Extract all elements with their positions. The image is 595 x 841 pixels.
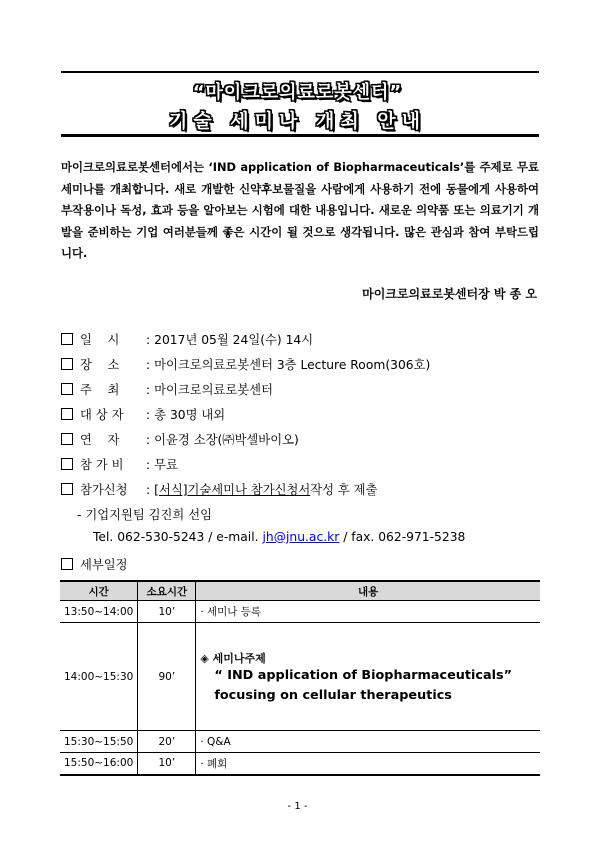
cell-time: 15:30~15:50: [60, 731, 138, 753]
title-line-2: 기술 세미나 개최 안내: [168, 110, 427, 132]
email-link[interactable]: jh@jnu.ac.kr: [262, 530, 340, 544]
checkbox-icon: [61, 383, 73, 395]
page-number: - 1 -: [287, 801, 308, 812]
cell-content: · 세미나 등록: [196, 601, 540, 623]
checkbox-icon: [61, 483, 73, 495]
item-value: 마이크로의료로봇센터 3층 Lecture Room(306호): [154, 358, 431, 372]
table-row: [60, 731, 540, 753]
schedule-table: [60, 580, 540, 776]
cell-content: · 폐회: [196, 753, 540, 775]
item-value: 마이크로의료로봇센터: [154, 383, 273, 397]
table-row: [60, 753, 540, 775]
signature: 마이크로의료로봇센터장 박 종 오: [362, 287, 537, 301]
topic-title: “ IND application of Biopharmaceuticals”: [214, 667, 512, 683]
header-time: 시간: [60, 581, 138, 601]
item-place: 장 소 : 마이크로의료로봇센터 3층 Lecture Room(306호): [61, 355, 430, 373]
cell-time: 14:00~15:30: [60, 623, 138, 731]
title-underline: [61, 134, 539, 137]
item-label: 장 소: [80, 358, 120, 372]
item-label: 참 가 비: [80, 458, 124, 472]
header-duration: 소요시간: [138, 581, 196, 601]
item-value: 총 30명 내외: [154, 408, 226, 422]
item-label: 일 시: [80, 333, 120, 347]
item-date: 일 시 : 2017년 05월 24일(수) 14시: [61, 330, 313, 348]
checkbox-icon: [61, 358, 73, 370]
checkbox-icon: [61, 433, 73, 445]
cell-duration: 10’: [138, 601, 196, 623]
header-content: 내용: [196, 581, 540, 601]
item-value: 작성 후 제출: [310, 483, 378, 497]
contact-line: [93, 530, 465, 544]
item-label: 주 최: [80, 383, 120, 397]
item-host: 주 최 : 마이크로의료로봇센터: [61, 380, 273, 398]
item-value: 2017년 05월 24일(수) 14시: [154, 333, 314, 347]
top-rule: [61, 71, 539, 73]
item-fee: 참 가 비 : 무료: [61, 455, 178, 473]
intro-paragraph: 마이크로의료로봇센터에서는 ‘IND application of Biopharmaceuticals’를 주제로 무료 세미나를 개최합니다. 새로 개발한 신약후보물질을 사람에게 사용하기 전에 동물에게 사용하여 부작용이나 독성, 효과 등을 알아보는 시험에 대한 내용입니다. 새로운 의약품 또는 의료기기 개발을 준비하는 기업 여러분들께 좋은 시간이 될 것으로 생각됩니다. 많은 관심과 참여 부탁드립니다.: [61, 160, 539, 261]
item-target: 대 상 자 : 총 30명 내외: [61, 405, 225, 423]
topic-heading: ◈ 세미나주제: [200, 651, 266, 665]
table-row: [60, 601, 540, 623]
schedule-heading: [61, 555, 128, 573]
cell-duration: 20’: [138, 731, 196, 753]
table-header-row: [60, 581, 540, 601]
checkbox-icon: [61, 408, 73, 420]
contact-fax: / fax. 062-971-5238: [343, 530, 466, 544]
checkbox-icon: [61, 558, 73, 570]
contact-person: - 기업지원팀 김진희 선임: [77, 508, 212, 522]
item-apply: 참가신청 : [서식]기술세미나 참가신청서작성 후 제출: [61, 480, 377, 498]
checkbox-icon: [61, 458, 73, 470]
item-label: 연 자: [80, 433, 120, 447]
cell-duration: 10’: [138, 753, 196, 775]
item-value: 이윤경 소장(㈜박셀바이오): [154, 433, 299, 447]
cell-time: 13:50~14:00: [60, 601, 138, 623]
schedule-heading-label: 세부일정: [80, 558, 128, 572]
checkbox-icon: [61, 333, 73, 345]
topic-subtitle: focusing on cellular therapeutics: [214, 687, 452, 703]
cell-content: [196, 623, 540, 731]
application-form-link[interactable]: [서식]기술세미나 참가신청서: [154, 483, 311, 497]
cell-content: · Q&A: [196, 731, 540, 753]
contact-tel: Tel. 062-530-5243 / e-mail.: [93, 530, 259, 544]
item-value: 무료: [154, 458, 178, 472]
item-label: 참가신청: [80, 483, 128, 497]
cell-duration: 90’: [138, 623, 196, 731]
item-label: 대 상 자: [80, 408, 124, 422]
cell-time: 15:50~16:00: [60, 753, 138, 775]
table-row: [60, 623, 540, 731]
item-speaker: 연 자 : 이윤경 소장(㈜박셀바이오): [61, 430, 299, 448]
title-line-1: “마이크로의료로봇센터”: [192, 82, 403, 103]
